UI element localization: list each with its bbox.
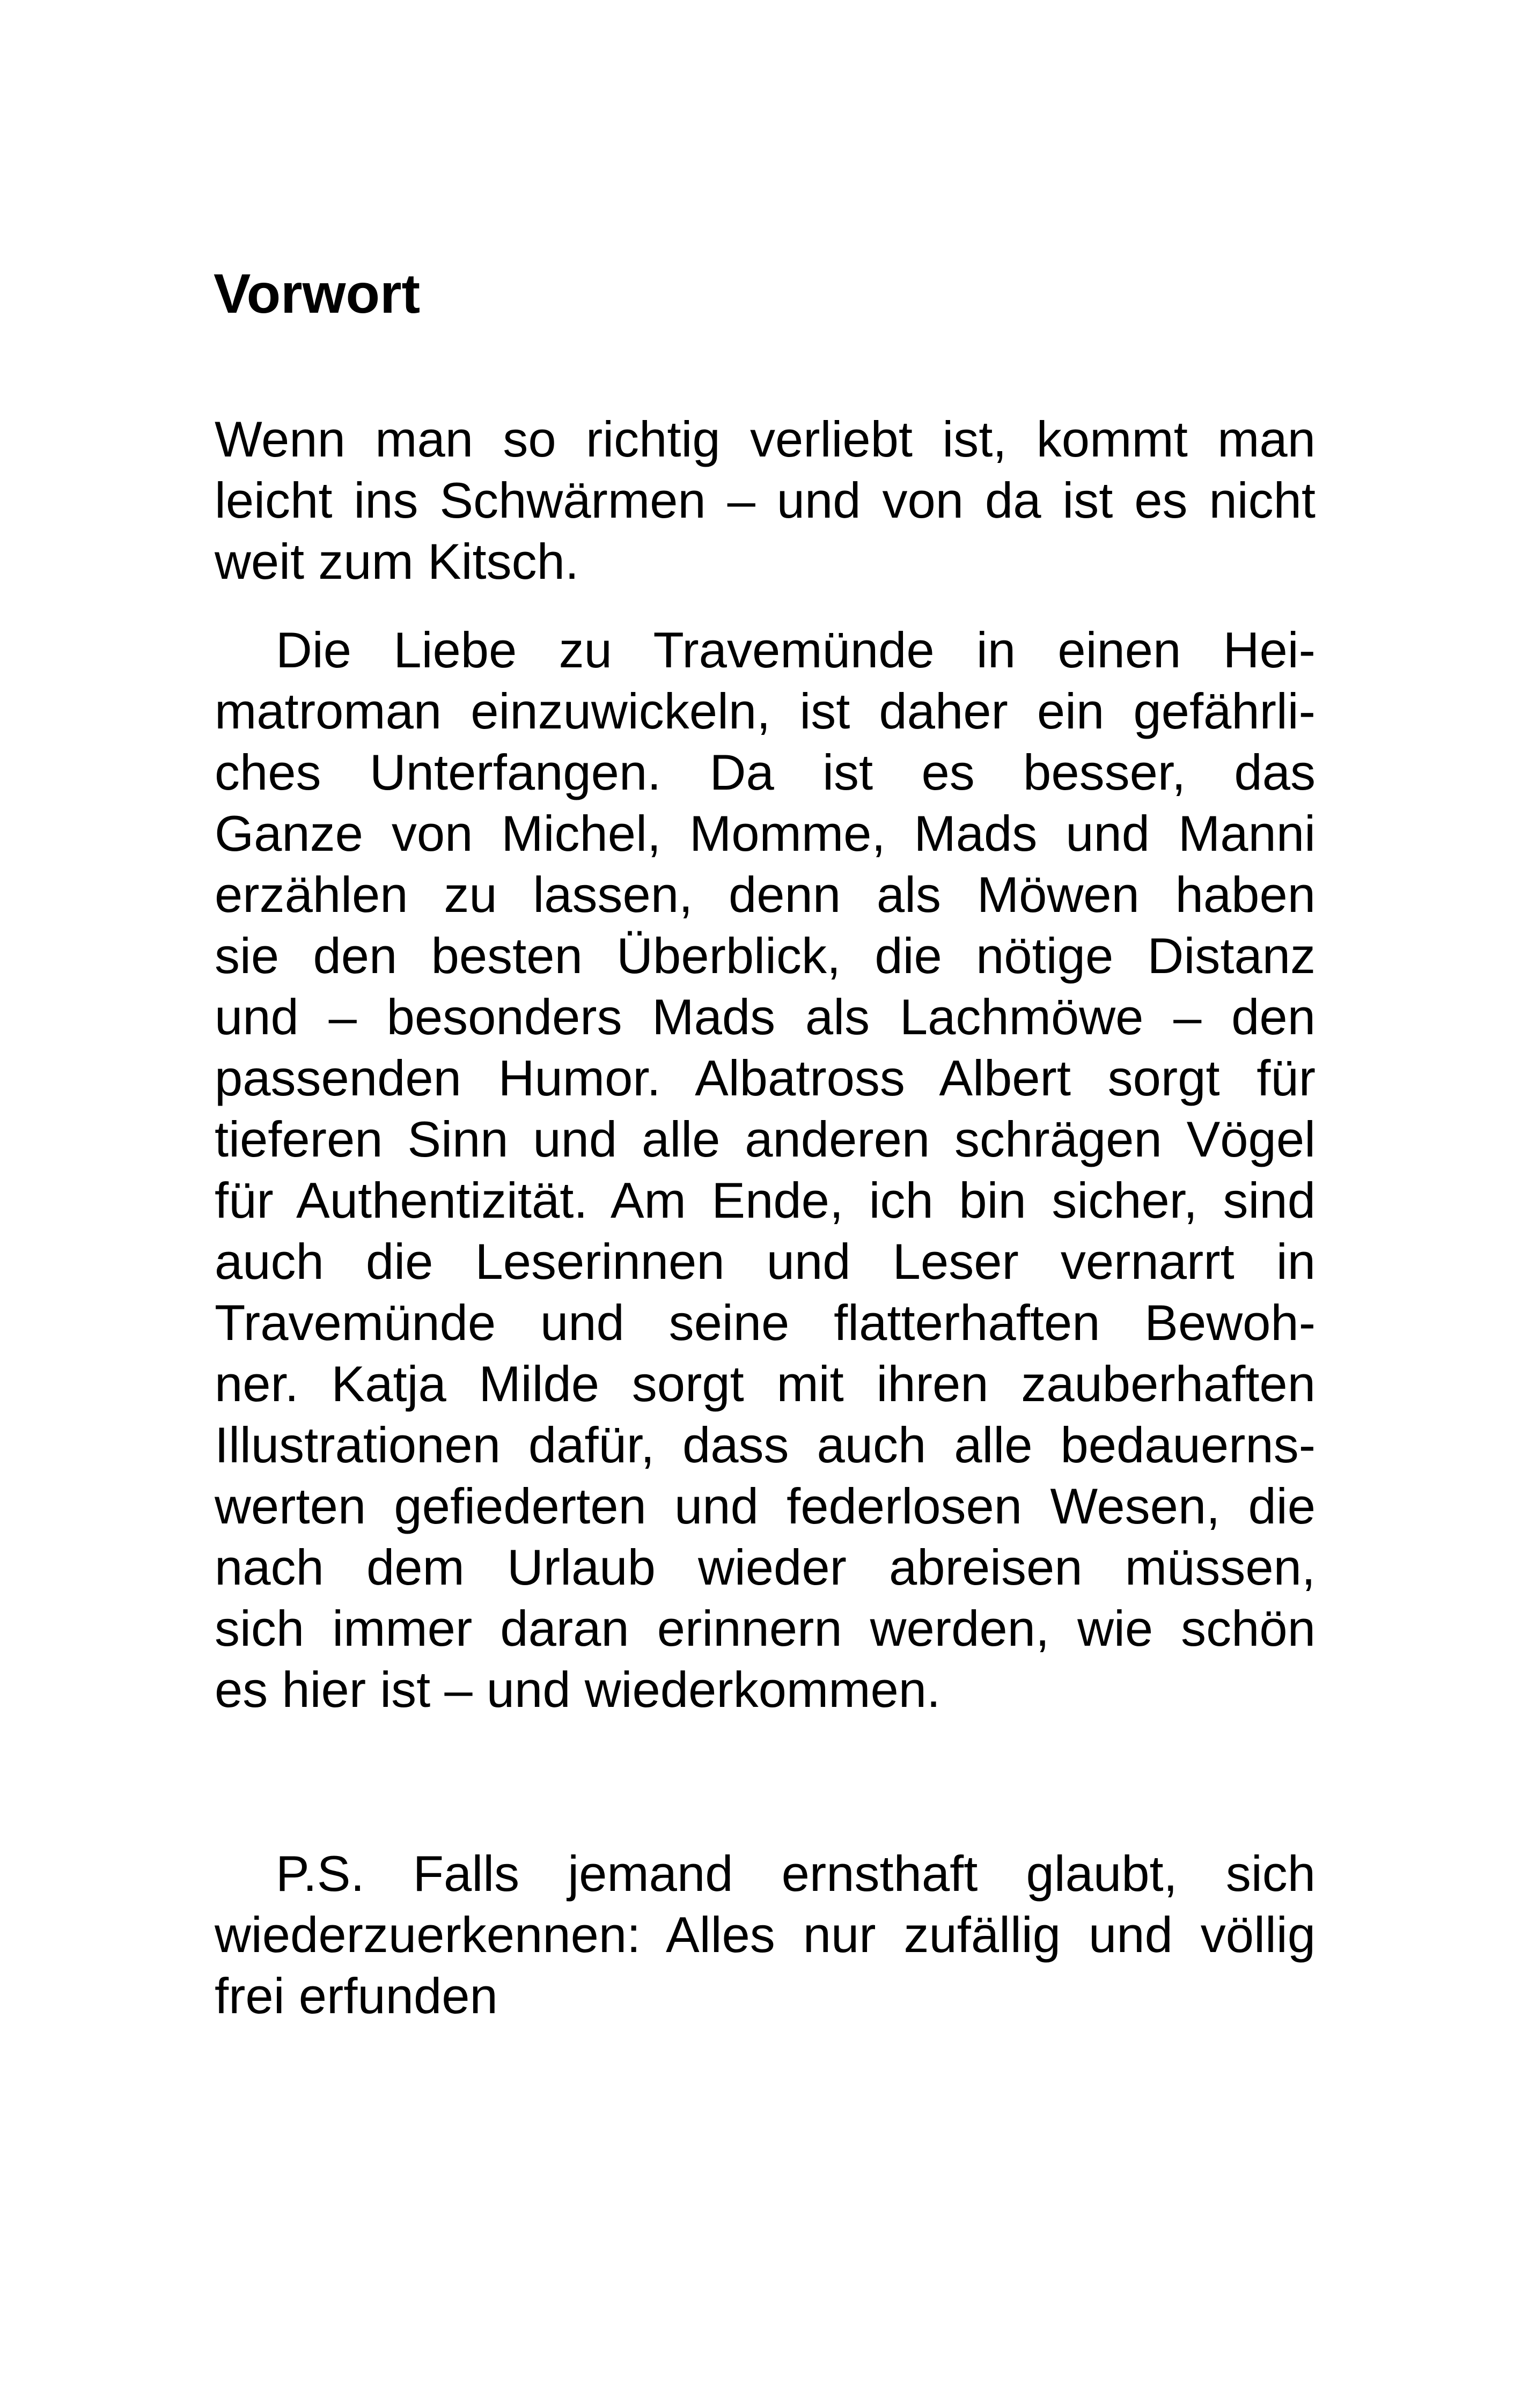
text-line: tieferen Sinn und alle anderen schrägen Vögel xyxy=(215,1111,1316,1167)
paragraph-main xyxy=(215,620,1316,1720)
text-line: ner. Katja Milde sorgt mit ihren zauberhaften xyxy=(215,1356,1316,1412)
text-line: sie den besten Überblick, die nötige Distanz xyxy=(215,927,1316,984)
text-line: leicht ins Schwärmen – und von da ist es nicht xyxy=(215,472,1316,528)
text-line: passenden Humor. Albatross Albert sorgt für xyxy=(215,1050,1316,1106)
text-line: sich immer daran erinnern werden, wie schön xyxy=(215,1600,1316,1656)
text-line: es hier ist – und wiederkommen. xyxy=(215,1661,941,1718)
text-line: matroman einzuwickeln, ist daher ein gefährli- xyxy=(215,683,1316,739)
text-line: werten gefiederten und federlosen Wesen, die xyxy=(215,1478,1316,1534)
text-line: Illustrationen dafür, dass auch alle bedauerns- xyxy=(215,1417,1316,1473)
text-line: Ganze von Michel, Momme, Mads und Manni xyxy=(215,805,1316,861)
text-line: Die Liebe zu Travemünde in einen Hei- xyxy=(276,622,1316,678)
text-line: und – besonders Mads als Lachmöwe – den xyxy=(215,989,1316,1045)
text-line: wiederzuerkennen: Alles nur zufällig und völlig xyxy=(215,1906,1316,1963)
text-line: frei erfunden xyxy=(215,1968,498,2024)
paragraph-intro xyxy=(215,409,1316,592)
text-line: für Authentizität. Am Ende, ich bin sicher, sind xyxy=(215,1172,1316,1228)
text-line: weit zum Kitsch. xyxy=(215,533,579,590)
text-line: Wenn man so richtig verliebt ist, kommt man xyxy=(215,411,1316,467)
text-line: auch die Leserinnen und Leser vernarrt in xyxy=(215,1233,1316,1290)
text-line: ches Unterfangen. Da ist es besser, das xyxy=(215,744,1316,800)
text-line: Travemünde und seine flatterhaften Bewoh- xyxy=(215,1294,1316,1351)
chapter-title: Vorwort xyxy=(214,263,421,325)
text-line: P.S. Falls jemand ernsthaft glaubt, sich xyxy=(276,1845,1316,1902)
text-line: erzählen zu lassen, denn als Möwen haben xyxy=(215,866,1316,923)
paragraph-postscript xyxy=(215,1843,1316,2027)
text-line: nach dem Urlaub wieder abreisen müssen, xyxy=(215,1539,1316,1595)
